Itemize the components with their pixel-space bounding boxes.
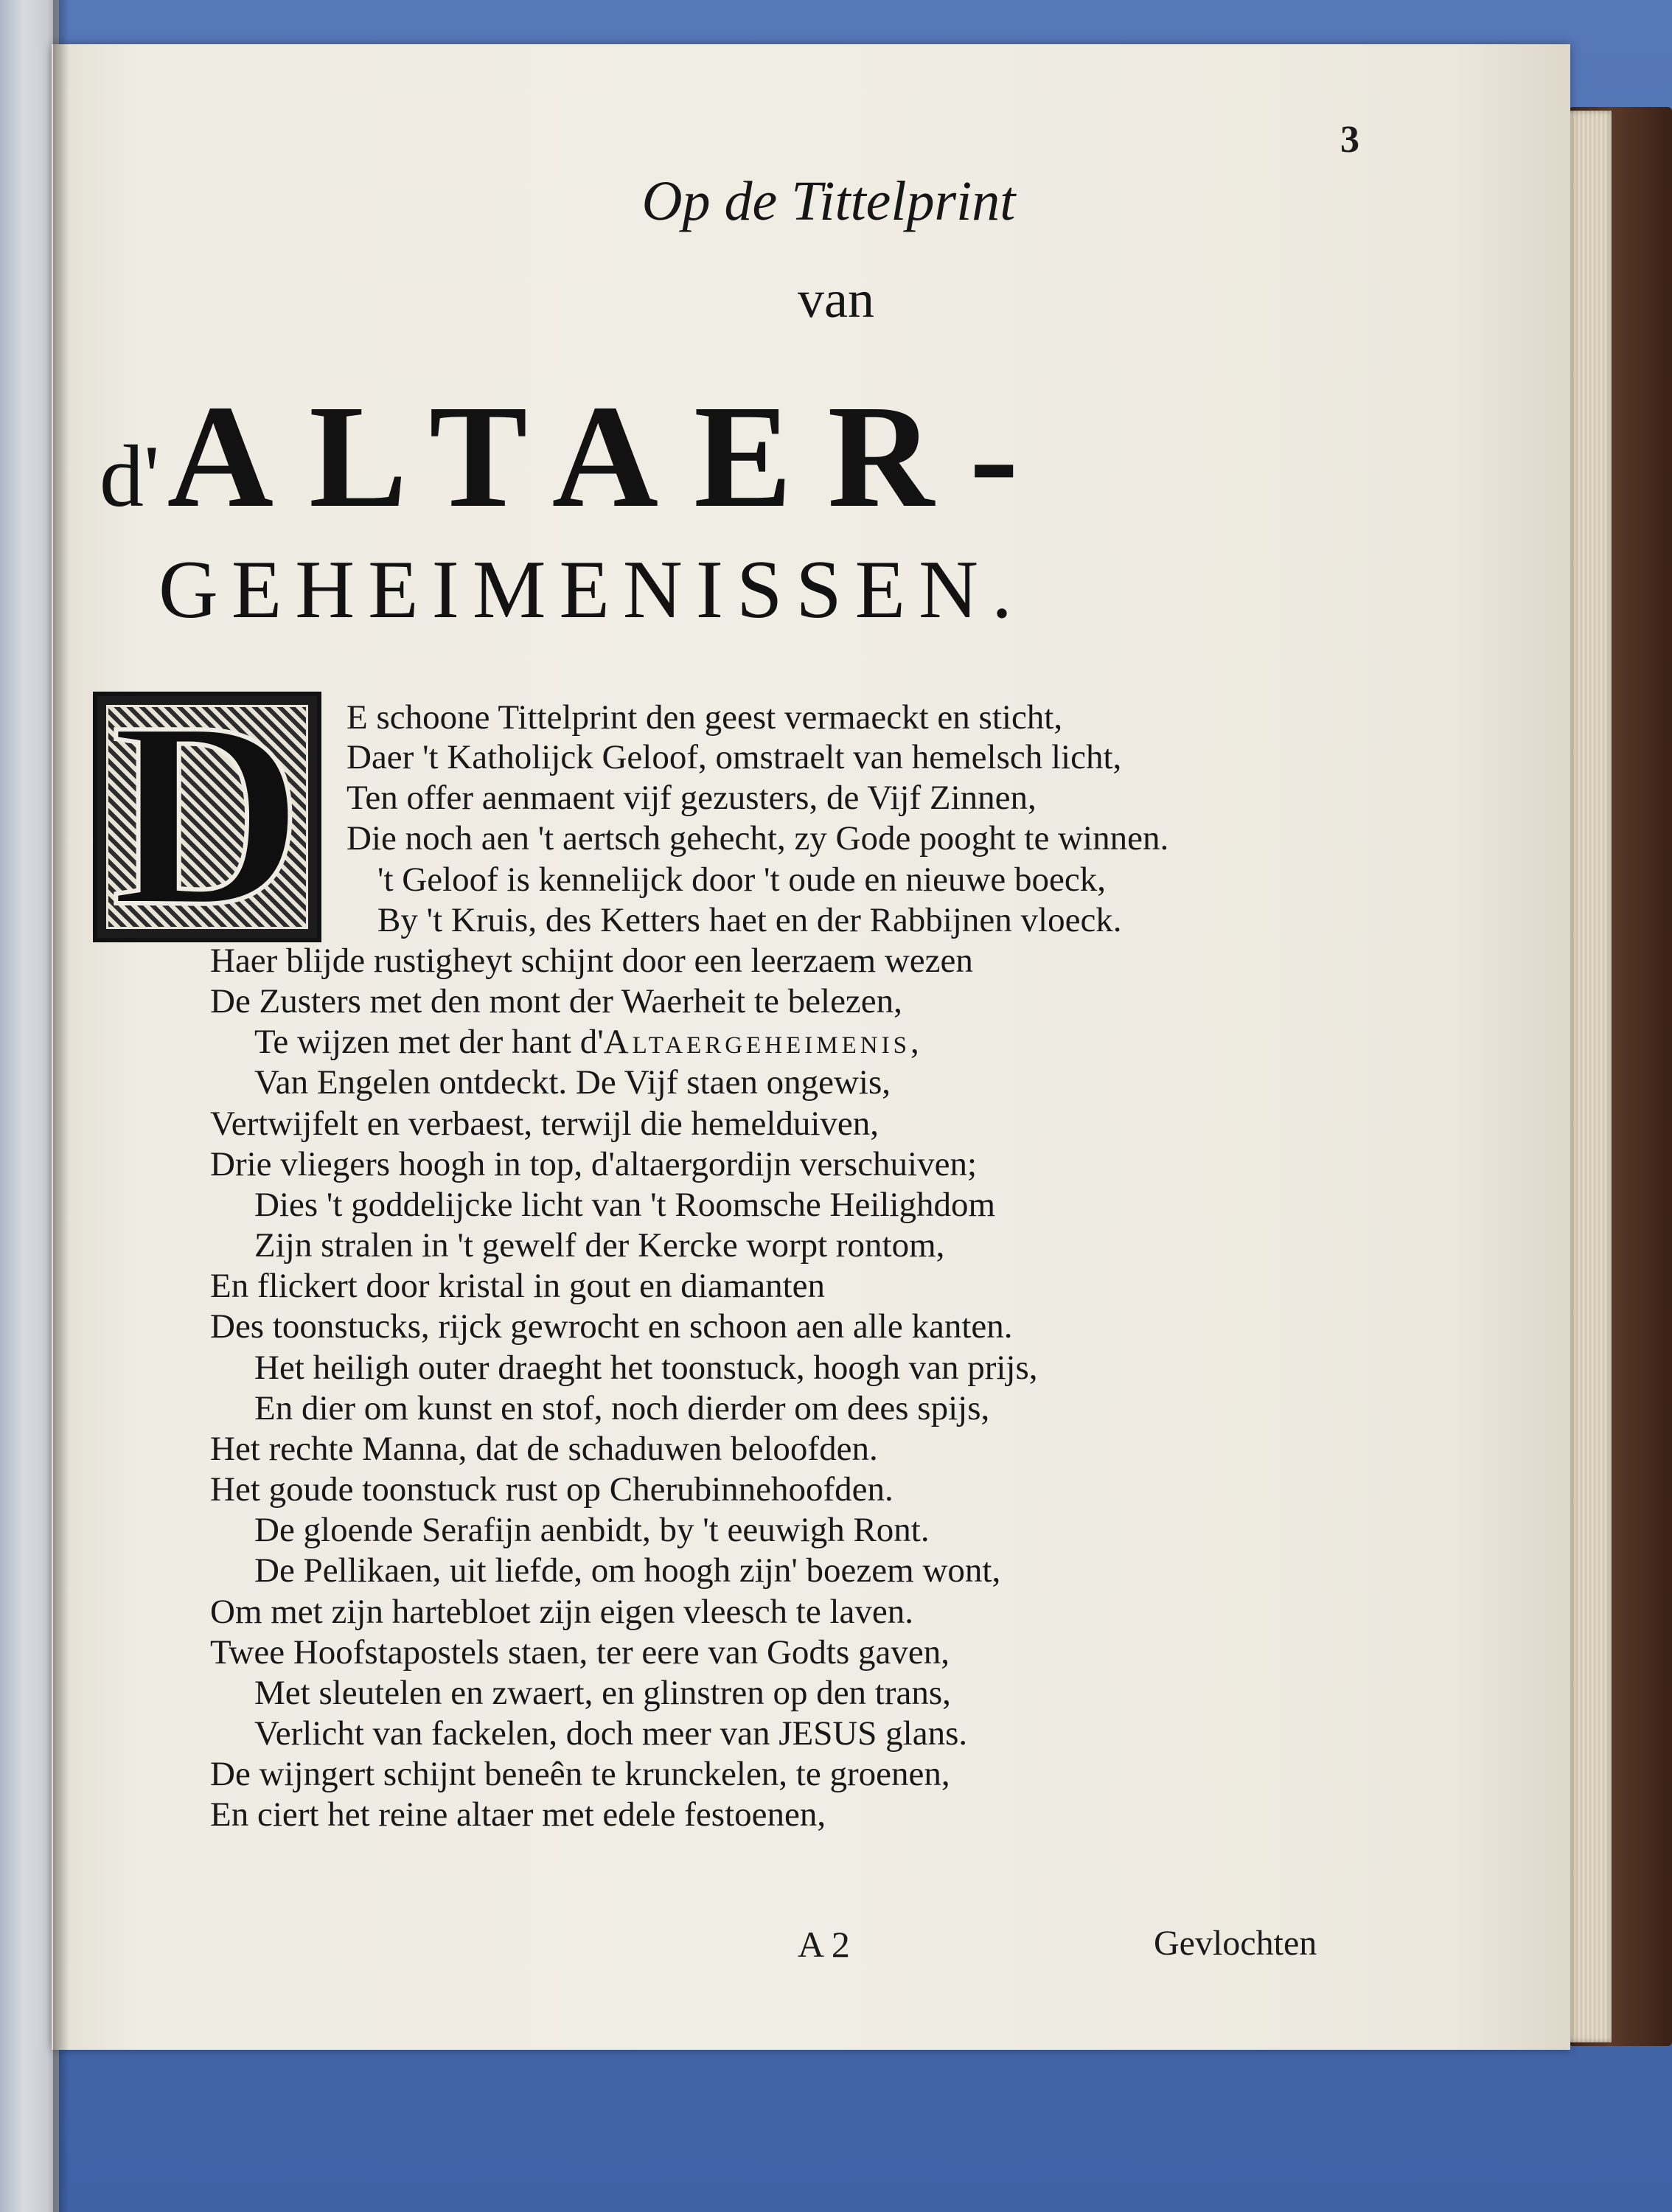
title-line-1-text: Op de Tittelprint [641,170,1016,232]
poem-line: Het rechte Manna, dat de schaduwen beloofden. [210,1430,878,1468]
poem-line-part: , [910,1023,919,1061]
poem-line: 't Geloof is kennelijck door 't oude en nieuwe boeck, [377,860,1106,899]
poem-line [254,1022,919,1062]
poem-line: E schoone Tittelprint den geest vermaeckt en sticht, [346,698,1063,737]
poem-line: Ten offer aenmaent vijf gezusters, de Vijf Zinnen, [346,779,1037,817]
poem-line: Vertwijfelt en verbaest, terwijl die hemelduiven, [210,1105,879,1143]
poem-line: Om met zijn hartebloet zijn eigen vleesch te laven. [210,1593,913,1631]
poem-line-smallcaps: Altaergeheimenis [603,1023,910,1061]
poem-line: Daer 't Katholijck Geloof, omstraelt van hemelsch licht, [346,738,1122,776]
poem-line: Des toonstucks, rijck gewrocht en schoon aen alle kanten. [210,1307,1013,1346]
title-line-4: GEHEIMENISSEN. [159,544,1025,636]
poem-line: Het heiligh outer draeght het toonstuck, hoogh van prijs, [254,1349,1038,1387]
poem-line: Twee Hoofstapostels staen, ter eere van Godts gaven, [210,1633,950,1672]
initial-letter: D [111,667,303,961]
signature-mark: A 2 [798,1924,850,1965]
page-number: 3 [1340,119,1359,161]
poem-line: Het goude toonstuck rust op Cherubinnehoofden. [210,1470,894,1509]
poem-line: En dier om kunst en stof, noch dierder om dees spijs, [254,1389,990,1427]
poem-line: Drie vliegers hoogh in top, d'altaergordijn verschuiven; [210,1145,978,1183]
poem-line: En ciert het reine altaer met edele festoenen, [210,1795,826,1834]
poem-line-part: Te wijzen met der hant d' [254,1023,604,1061]
poem-line: De wijngert schijnt beneên te krunckelen, te groenen, [210,1755,950,1793]
title-line-2: van [798,270,874,329]
poem-line: Met sleutelen en zwaert, en glinstren op den trans, [254,1674,951,1712]
poem-line: De Zusters met den mont der Waerheit te belezen, [210,982,902,1020]
poem-line: Haer blijde rustigheyt schijnt door een leerzaem wezen [210,942,973,980]
title-prefix: d' [100,427,160,525]
poem-line: Van Engelen ontdeckt. De Vijf staen ongewis, [254,1063,891,1102]
poem-line: Zijn stralen in 't gewelf der Kercke worpt rontom, [254,1226,945,1265]
poem-line: Dies 't goddelijcke licht van 't Roomsche Heilighdom [254,1186,996,1224]
poem-line: Die noch aen 't aertsch gehecht, zy Gode pooght te winnen. [346,819,1169,858]
poem-line: By 't Kruis, des Ketters haet en der Rabbijnen vloeck. [377,901,1122,939]
title-main: ALTAER- [167,375,1054,538]
poem-line: Verlicht van fackelen, doch meer van JESUS glans. [254,1714,968,1753]
poem-line: En flickert door kristal in gout en diamanten [210,1267,826,1305]
catchword: Gevlochten [1154,1924,1317,1963]
poem-line: De gloende Serafijn aenbidt, by 't eeuwigh Ront. [254,1511,930,1549]
poem-line: De Pellikaen, uit liefde, om hoogh zijn' boezem wont, [254,1551,1001,1590]
